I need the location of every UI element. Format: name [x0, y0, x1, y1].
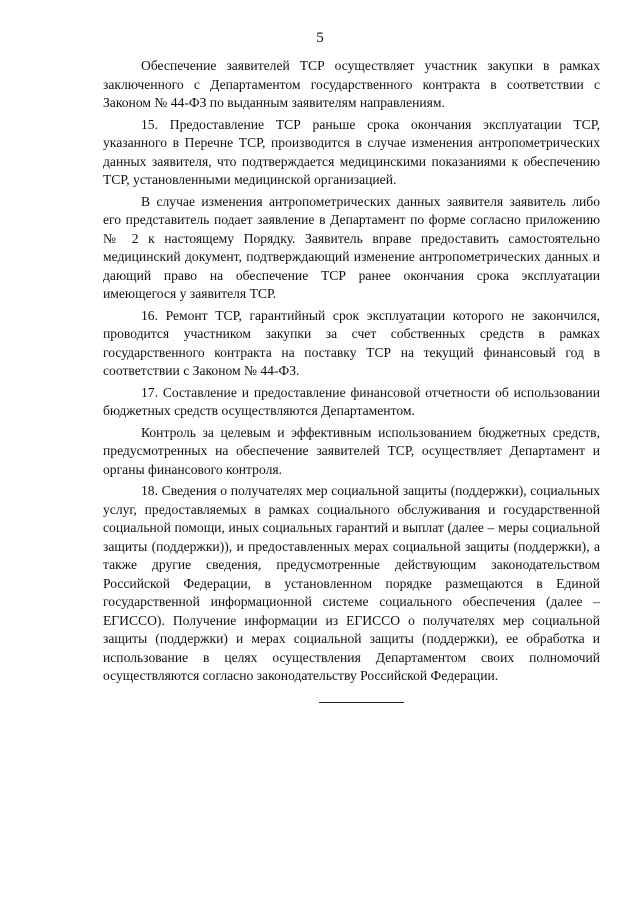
paragraph-budget-control: Контроль за целевым и эффективным использованием бюджетных средств, предусмотренных на обеспечение заявителей ТСР, осуществляет Департамент и органы финансового контроля.: [103, 424, 600, 477]
paragraph-15-early-provision: 15. Предоставление ТСР раньше срока окончания эксплуатации ТСР, указанного в Перечне ТСР, производится в случае изменения антропометрических данных заявителя, что подтверждается медицинскими показаниями к обеспечению ТСР, установленными медицинской организацией.: [103, 116, 600, 187]
end-of-text-divider: [319, 702, 404, 703]
paragraph-17-reporting: 17. Составление и предоставление финансовой отчетности об использовании бюджетных средств осуществляются Департаментом.: [103, 384, 600, 418]
paragraph-16-repair: 16. Ремонт ТСР, гарантийный срок эксплуатации которого не закончился, проводится участником закупки за счет собственных средств в рамках государственного контракта на поставку ТСР на текущий финансовый год в соответствии с Законом № 44-ФЗ.: [103, 307, 600, 378]
paragraph-anthropometric-change: В случае изменения антропометрических данных заявителя заявитель либо его представитель подает заявление в Департамент по форме согласно приложению № 2 к настоящему Порядку. Заявитель вправе предоставить самостоятельно медицинский документ, подтверждающий изменение антропометрических данных и дающий право на обеспечение ТСР ранее окончания срока эксплуатации имеющегося у заявителя ТСР.: [103, 193, 600, 301]
paragraph-supply-provision: Обеспечение заявителей ТСР осуществляет участник закупки в рамках заключенного с Департаментом государственного контракта в соответствии с Законом № 44-ФЗ по выданным заявителям направлениям.: [103, 58, 600, 110]
page-number: 5: [316, 30, 324, 46]
document-body: [103, 57, 600, 686]
paragraph-18-egisso: 18. Сведения о получателях мер социальной защиты (поддержки), социальных услуг, предоставляемых в рамках социального обслуживания и государственной социальной помощи, иных социальных гарантий и выплат (далее – меры социальной защиты (поддержки)), и предоставленных мерах социальной защиты (поддержки), а также другие сведения, предусмотренные действующим законодательством Российской Федерации, в установленном порядке размещаются в Единой государственной информационной системе социального обеспечения (далее – ЕГИССО). Получение информации из ЕГИССО о получателях мер социальной защиты (поддержки) и мерах социальной защиты (поддержки), ее обработка и использование в целях осуществления Департаментом своих полномочий осуществляются согласно законодательству Российской Федерации.: [103, 483, 600, 683]
